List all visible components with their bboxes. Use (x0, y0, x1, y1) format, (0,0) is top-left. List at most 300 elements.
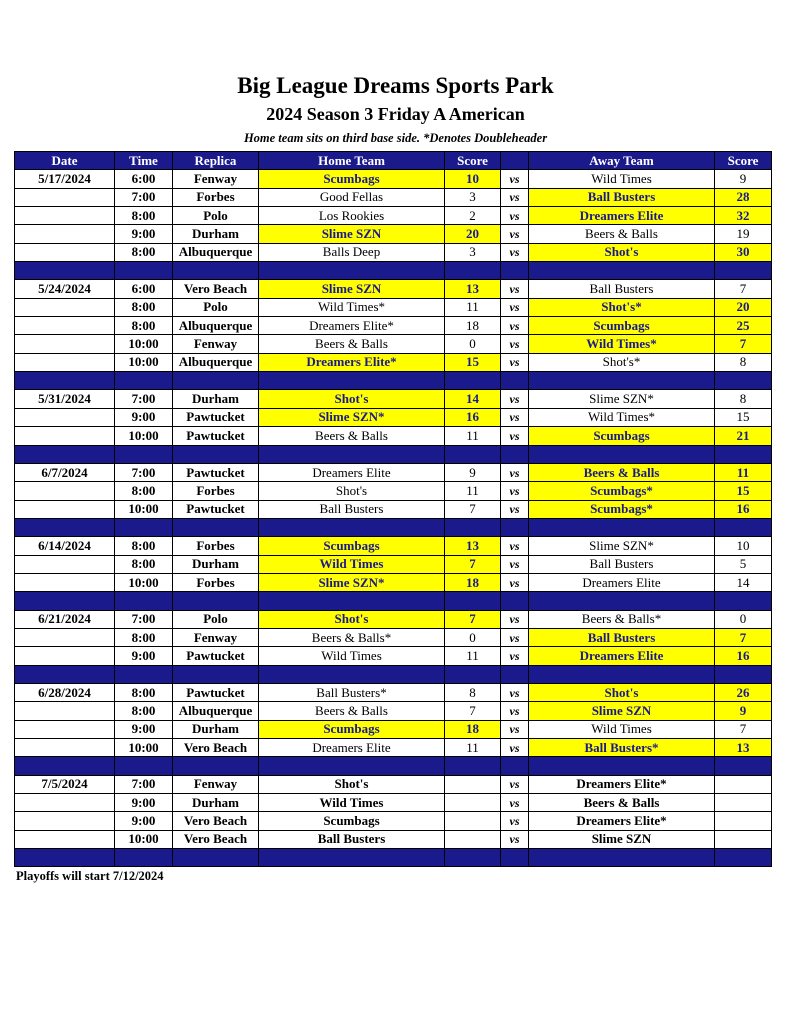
home-team: Beers & Balls (259, 427, 445, 445)
week-separator (15, 262, 772, 280)
game-replica: Forbes (173, 537, 259, 555)
vs-label: vs (501, 775, 529, 793)
game-time: 10:00 (115, 500, 173, 518)
vs-label: vs (501, 353, 529, 371)
col-header-home-team: Home Team (259, 152, 445, 170)
separator-cell (173, 665, 259, 683)
vs-label: vs (501, 335, 529, 353)
game-date (15, 720, 115, 738)
away-score: 8 (715, 353, 772, 371)
table-row (15, 353, 772, 371)
away-team: Wild Times (529, 170, 715, 188)
away-team: Wild Times* (529, 408, 715, 426)
game-date (15, 298, 115, 316)
game-time: 10:00 (115, 335, 173, 353)
table-row (15, 830, 772, 848)
separator-cell (259, 849, 445, 867)
away-score: 7 (715, 628, 772, 646)
away-score: 14 (715, 573, 772, 591)
game-time: 8:00 (115, 482, 173, 500)
separator-cell (115, 757, 173, 775)
home-team: Wild Times* (259, 298, 445, 316)
separator-cell (259, 372, 445, 390)
home-score: 15 (445, 353, 501, 371)
separator-cell (173, 445, 259, 463)
home-team: Dreamers Elite (259, 463, 445, 481)
game-time: 8:00 (115, 702, 173, 720)
away-score: 7 (715, 280, 772, 298)
home-team: Slime SZN (259, 225, 445, 243)
separator-cell (445, 262, 501, 280)
separator-cell (445, 592, 501, 610)
separator-cell (529, 262, 715, 280)
table-row (15, 280, 772, 298)
game-replica: Vero Beach (173, 812, 259, 830)
table-row (15, 317, 772, 335)
game-time: 8:00 (115, 243, 173, 261)
separator-cell (501, 757, 529, 775)
game-time: 10:00 (115, 353, 173, 371)
week-separator (15, 445, 772, 463)
game-date (15, 794, 115, 812)
game-replica: Fenway (173, 170, 259, 188)
away-team: Beers & Balls (529, 463, 715, 481)
separator-cell (715, 757, 772, 775)
away-team: Beers & Balls* (529, 610, 715, 628)
separator-cell (715, 592, 772, 610)
separator-cell (173, 592, 259, 610)
table-row (15, 739, 772, 757)
home-team: Wild Times (259, 794, 445, 812)
away-team: Ball Busters (529, 628, 715, 646)
home-score: 2 (445, 207, 501, 225)
away-team: Wild Times (529, 720, 715, 738)
away-team: Beers & Balls (529, 794, 715, 812)
schedule-body (15, 170, 772, 867)
home-score: 0 (445, 335, 501, 353)
separator-cell (15, 372, 115, 390)
separator-cell (715, 849, 772, 867)
away-score (715, 794, 772, 812)
week-separator (15, 849, 772, 867)
game-date (15, 555, 115, 573)
table-row (15, 390, 772, 408)
vs-label: vs (501, 683, 529, 701)
table-row (15, 298, 772, 316)
table-row (15, 170, 772, 188)
table-row (15, 702, 772, 720)
separator-cell (715, 445, 772, 463)
separator-cell (445, 372, 501, 390)
separator-cell (115, 445, 173, 463)
footer-note: Playoffs will start 7/12/2024 (16, 869, 164, 883)
game-time: 6:00 (115, 280, 173, 298)
home-score: 0 (445, 628, 501, 646)
game-date: 6/7/2024 (15, 463, 115, 481)
col-header-away-score: Score (715, 152, 772, 170)
vs-label: vs (501, 739, 529, 757)
table-row (15, 335, 772, 353)
game-date (15, 702, 115, 720)
separator-cell (259, 592, 445, 610)
home-score: 7 (445, 702, 501, 720)
vs-label: vs (501, 702, 529, 720)
table-row (15, 775, 772, 793)
separator-cell (529, 592, 715, 610)
game-time: 7:00 (115, 463, 173, 481)
separator-cell (173, 372, 259, 390)
away-team: Wild Times* (529, 335, 715, 353)
game-date (15, 573, 115, 591)
away-score: 9 (715, 170, 772, 188)
game-time: 8:00 (115, 683, 173, 701)
away-team: Ball Busters (529, 188, 715, 206)
away-score: 16 (715, 647, 772, 665)
game-date: 5/24/2024 (15, 280, 115, 298)
separator-cell (15, 757, 115, 775)
schedule-table (14, 151, 772, 867)
game-time: 9:00 (115, 794, 173, 812)
game-time: 9:00 (115, 720, 173, 738)
game-time: 7:00 (115, 390, 173, 408)
vs-label: vs (501, 830, 529, 848)
game-date (15, 500, 115, 518)
separator-cell (501, 849, 529, 867)
table-row (15, 463, 772, 481)
game-time: 10:00 (115, 739, 173, 757)
game-replica: Pawtucket (173, 427, 259, 445)
away-score: 19 (715, 225, 772, 243)
separator-cell (259, 665, 445, 683)
away-score: 9 (715, 702, 772, 720)
game-time: 6:00 (115, 170, 173, 188)
vs-label: vs (501, 390, 529, 408)
home-team: Balls Deep (259, 243, 445, 261)
home-score: 18 (445, 720, 501, 738)
away-score: 5 (715, 555, 772, 573)
home-score: 7 (445, 610, 501, 628)
away-score: 8 (715, 390, 772, 408)
away-score: 26 (715, 683, 772, 701)
game-time: 8:00 (115, 555, 173, 573)
game-replica: Polo (173, 207, 259, 225)
vs-label: vs (501, 537, 529, 555)
away-team: Dreamers Elite* (529, 775, 715, 793)
game-time: 7:00 (115, 188, 173, 206)
home-score: 7 (445, 555, 501, 573)
home-score: 13 (445, 537, 501, 555)
game-replica: Forbes (173, 482, 259, 500)
game-date (15, 647, 115, 665)
table-row (15, 482, 772, 500)
away-score: 15 (715, 408, 772, 426)
vs-label: vs (501, 317, 529, 335)
game-replica: Albuquerque (173, 702, 259, 720)
home-team: Scumbags (259, 812, 445, 830)
game-replica: Pawtucket (173, 500, 259, 518)
home-team: Good Fellas (259, 188, 445, 206)
away-team: Slime SZN (529, 702, 715, 720)
away-score (715, 830, 772, 848)
separator-cell (501, 372, 529, 390)
home-team: Slime SZN* (259, 573, 445, 591)
vs-label: vs (501, 280, 529, 298)
table-row (15, 610, 772, 628)
away-team: Shot's (529, 683, 715, 701)
home-team: Slime SZN (259, 280, 445, 298)
separator-cell (445, 665, 501, 683)
away-score: 21 (715, 427, 772, 445)
game-date (15, 207, 115, 225)
home-score (445, 794, 501, 812)
vs-label: vs (501, 720, 529, 738)
game-replica: Durham (173, 794, 259, 812)
table-row (15, 427, 772, 445)
home-team: Slime SZN* (259, 408, 445, 426)
game-replica: Fenway (173, 775, 259, 793)
game-replica: Fenway (173, 335, 259, 353)
home-score: 16 (445, 408, 501, 426)
separator-cell (501, 262, 529, 280)
game-replica: Polo (173, 298, 259, 316)
home-score: 18 (445, 573, 501, 591)
game-replica: Durham (173, 555, 259, 573)
separator-cell (529, 445, 715, 463)
away-team: Slime SZN (529, 830, 715, 848)
game-date: 6/28/2024 (15, 683, 115, 701)
vs-label: vs (501, 427, 529, 445)
separator-cell (259, 445, 445, 463)
home-score: 10 (445, 170, 501, 188)
game-time: 9:00 (115, 408, 173, 426)
week-separator (15, 665, 772, 683)
separator-cell (715, 372, 772, 390)
separator-cell (15, 262, 115, 280)
home-score: 11 (445, 647, 501, 665)
away-score: 11 (715, 463, 772, 481)
game-date (15, 408, 115, 426)
separator-cell (15, 849, 115, 867)
away-score: 16 (715, 500, 772, 518)
away-team: Shot's* (529, 353, 715, 371)
separator-cell (529, 849, 715, 867)
col-header-vs (501, 152, 529, 170)
game-date (15, 353, 115, 371)
vs-label: vs (501, 794, 529, 812)
away-score (715, 812, 772, 830)
game-replica: Vero Beach (173, 280, 259, 298)
game-date: 5/17/2024 (15, 170, 115, 188)
game-time: 9:00 (115, 225, 173, 243)
home-score: 7 (445, 500, 501, 518)
home-team: Shot's (259, 390, 445, 408)
table-row (15, 794, 772, 812)
col-header-time: Time (115, 152, 173, 170)
separator-cell (529, 665, 715, 683)
game-date (15, 335, 115, 353)
col-header-replica: Replica (173, 152, 259, 170)
game-date (15, 225, 115, 243)
separator-cell (715, 665, 772, 683)
separator-cell (15, 592, 115, 610)
vs-label: vs (501, 500, 529, 518)
away-team: Shot's* (529, 298, 715, 316)
home-team: Dreamers Elite* (259, 353, 445, 371)
away-score (715, 775, 772, 793)
vs-label: vs (501, 170, 529, 188)
home-score: 11 (445, 298, 501, 316)
col-header-home-score: Score (445, 152, 501, 170)
home-score: 13 (445, 280, 501, 298)
home-team: Ball Busters* (259, 683, 445, 701)
away-team: Slime SZN* (529, 537, 715, 555)
home-score: 3 (445, 243, 501, 261)
table-row (15, 812, 772, 830)
game-date (15, 830, 115, 848)
home-score: 11 (445, 482, 501, 500)
away-score: 20 (715, 298, 772, 316)
away-team: Dreamers Elite (529, 573, 715, 591)
away-team: Slime SZN* (529, 390, 715, 408)
week-separator (15, 757, 772, 775)
vs-label: vs (501, 463, 529, 481)
home-score (445, 830, 501, 848)
table-row (15, 647, 772, 665)
table-row (15, 188, 772, 206)
game-replica: Albuquerque (173, 353, 259, 371)
home-team: Los Rookies (259, 207, 445, 225)
home-team: Dreamers Elite (259, 739, 445, 757)
home-team: Ball Busters (259, 500, 445, 518)
game-time: 10:00 (115, 573, 173, 591)
away-team: Scumbags* (529, 482, 715, 500)
game-replica: Pawtucket (173, 408, 259, 426)
game-replica: Forbes (173, 188, 259, 206)
vs-label: vs (501, 408, 529, 426)
game-replica: Vero Beach (173, 739, 259, 757)
separator-cell (115, 849, 173, 867)
game-replica: Albuquerque (173, 317, 259, 335)
game-date (15, 243, 115, 261)
separator-cell (173, 262, 259, 280)
table-row (15, 225, 772, 243)
separator-cell (501, 592, 529, 610)
vs-label: vs (501, 188, 529, 206)
away-team: Dreamers Elite* (529, 812, 715, 830)
home-score: 18 (445, 317, 501, 335)
home-team: Scumbags (259, 170, 445, 188)
game-date: 5/31/2024 (15, 390, 115, 408)
game-time: 9:00 (115, 647, 173, 665)
vs-label: vs (501, 243, 529, 261)
home-team: Dreamers Elite* (259, 317, 445, 335)
game-date: 6/21/2024 (15, 610, 115, 628)
separator-cell (445, 445, 501, 463)
away-score: 10 (715, 537, 772, 555)
separator-cell (529, 372, 715, 390)
col-header-away-team: Away Team (529, 152, 715, 170)
vs-label: vs (501, 555, 529, 573)
separator-cell (115, 518, 173, 536)
home-score: 20 (445, 225, 501, 243)
vs-label: vs (501, 207, 529, 225)
away-team: Dreamers Elite (529, 207, 715, 225)
home-team: Beers & Balls* (259, 628, 445, 646)
separator-cell (173, 518, 259, 536)
table-row (15, 537, 772, 555)
away-score: 15 (715, 482, 772, 500)
home-team: Wild Times (259, 555, 445, 573)
game-replica: Fenway (173, 628, 259, 646)
vs-label: vs (501, 225, 529, 243)
away-team: Beers & Balls (529, 225, 715, 243)
vs-label: vs (501, 647, 529, 665)
separator-cell (445, 518, 501, 536)
away-score: 0 (715, 610, 772, 628)
game-time: 8:00 (115, 317, 173, 335)
game-date (15, 482, 115, 500)
home-team: Beers & Balls (259, 702, 445, 720)
game-date (15, 317, 115, 335)
table-row (15, 207, 772, 225)
away-team: Dreamers Elite (529, 647, 715, 665)
week-separator (15, 592, 772, 610)
table-row (15, 683, 772, 701)
game-date (15, 739, 115, 757)
week-separator (15, 518, 772, 536)
separator-cell (259, 518, 445, 536)
game-replica: Pawtucket (173, 647, 259, 665)
separator-cell (115, 262, 173, 280)
home-score: 11 (445, 739, 501, 757)
separator-cell (115, 665, 173, 683)
game-time: 9:00 (115, 812, 173, 830)
game-date (15, 628, 115, 646)
table-row (15, 555, 772, 573)
home-team: Wild Times (259, 647, 445, 665)
table-row (15, 628, 772, 646)
home-team: Shot's (259, 610, 445, 628)
game-date: 6/14/2024 (15, 537, 115, 555)
game-time: 8:00 (115, 207, 173, 225)
table-row (15, 720, 772, 738)
table-row (15, 573, 772, 591)
home-score: 14 (445, 390, 501, 408)
game-time: 10:00 (115, 830, 173, 848)
home-team: Shot's (259, 482, 445, 500)
home-score: 3 (445, 188, 501, 206)
separator-cell (259, 262, 445, 280)
separator-cell (15, 665, 115, 683)
game-time: 8:00 (115, 537, 173, 555)
home-team: Shot's (259, 775, 445, 793)
away-score: 7 (715, 720, 772, 738)
separator-cell (115, 372, 173, 390)
table-header-row (15, 152, 772, 170)
home-score: 11 (445, 427, 501, 445)
game-replica: Durham (173, 225, 259, 243)
table-row (15, 243, 772, 261)
away-team: Ball Busters (529, 280, 715, 298)
game-time: 8:00 (115, 298, 173, 316)
away-team: Ball Busters* (529, 739, 715, 757)
separator-cell (501, 445, 529, 463)
separator-cell (529, 757, 715, 775)
separator-cell (715, 262, 772, 280)
home-team: Ball Busters (259, 830, 445, 848)
game-date: 7/5/2024 (15, 775, 115, 793)
away-team: Scumbags* (529, 500, 715, 518)
